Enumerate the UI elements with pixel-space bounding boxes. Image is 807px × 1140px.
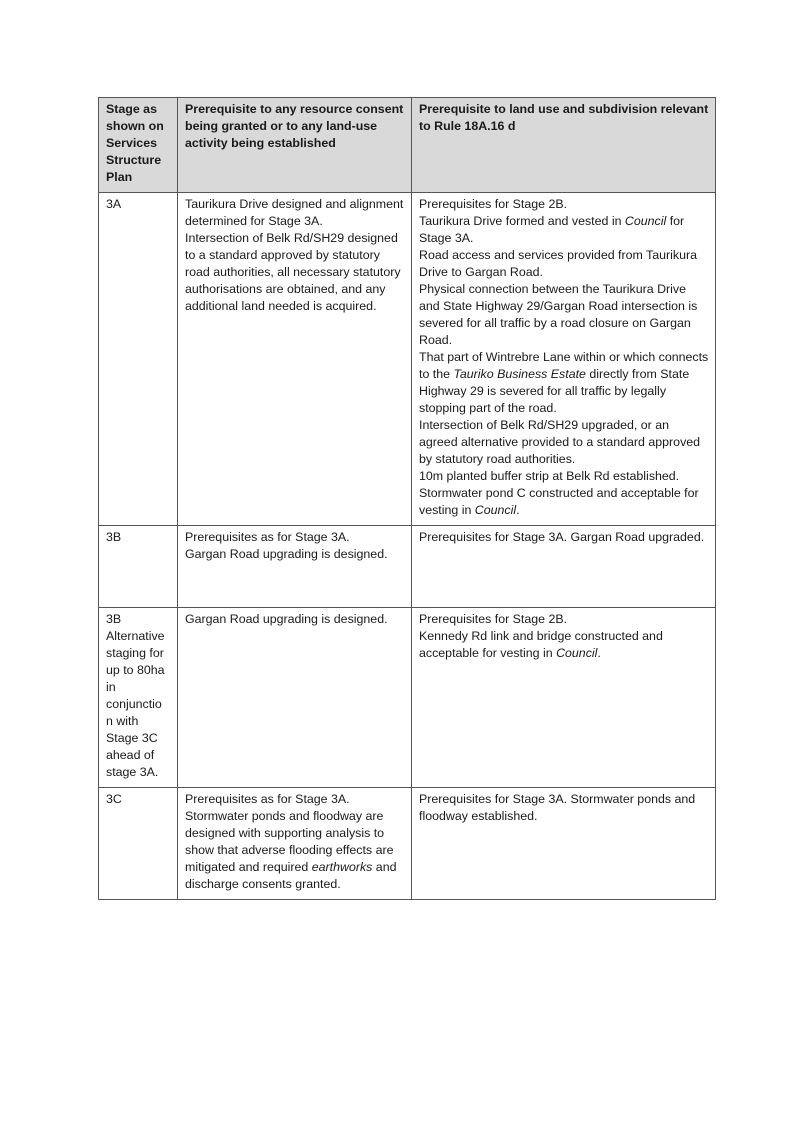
land-use-prerequisite-cell: Prerequisites for Stage 3A. Stormwater ponds and floodway established. [412, 788, 716, 900]
land-use-line: Physical connection between the Taurikura Drive and State Highway 29/Gargan Road intersection is severed for all traffic by a road closure on Gargan Road. [419, 282, 698, 347]
land-use-prerequisite-cell [412, 193, 716, 526]
land-use-line: Intersection of Belk Rd/SH29 upgraded, or an agreed alternative provided to a standard approved by statutory road authorities. [419, 418, 701, 466]
land-use-line: Taurikura Drive formed and vested in Council for Stage 3A. [419, 214, 685, 245]
land-use-prerequisite-cell: Prerequisites for Stage 3A. Gargan Road upgraded. [412, 526, 716, 608]
table-row [99, 193, 716, 526]
resource-line: Intersection of Belk Rd/SH29 designed to a standard approved by statutory road authorities, all necessary statutory authorisations are obtained, and any additional land needed is acquired. [185, 231, 401, 313]
prerequisites-table [98, 97, 716, 900]
header-stage: Stage as shown on Services Structure Plan [99, 98, 178, 193]
stage-cell: 3C [99, 788, 178, 900]
resource-line: Prerequisites as for Stage 3A. [185, 792, 350, 806]
land-use-line: Prerequisites for Stage 2B. [419, 612, 568, 626]
land-use-line: That part of Wintrebre Lane within or which connects to the Tauriko Business Estate directly from State Highway 29 is severed for all traffic by legally stopping part of the road. [419, 350, 709, 415]
land-use-line: Road access and services provided from Taurikura Drive to Gargan Road. [419, 248, 698, 279]
table-row [99, 788, 716, 900]
resource-prerequisite-cell [178, 526, 412, 608]
land-use-prerequisite-cell [412, 608, 716, 788]
stage-cell: 3A [99, 193, 178, 526]
land-use-line: Stormwater pond C constructed and acceptable for vesting in Council. [419, 486, 699, 517]
table-row [99, 526, 716, 608]
resource-prerequisite-cell: Gargan Road upgrading is designed. [178, 608, 412, 788]
resource-line: Gargan Road upgrading is designed. [185, 547, 388, 561]
table-header-row [99, 98, 716, 193]
resource-line: Prerequisites as for Stage 3A. [185, 530, 350, 544]
stage-cell: 3B Alternative staging for up to 80ha in conjunctio n with Stage 3C ahead of stage 3A. [99, 608, 178, 788]
resource-prerequisite-cell [178, 193, 412, 526]
stage-cell: 3B [99, 526, 178, 608]
resource-line: Stormwater ponds and floodway are designed with supporting analysis to show that adverse flooding effects are mitigated and required earthworks and discharge consents granted. [185, 809, 397, 891]
table-row [99, 608, 716, 788]
resource-line: Taurikura Drive designed and alignment determined for Stage 3A. [185, 197, 404, 228]
land-use-line: Prerequisites for Stage 2B. [419, 197, 568, 211]
header-resource-consent-prerequisite: Prerequisite to any resource consent being granted or to any land-use activity being established [178, 98, 412, 193]
header-land-use-prerequisite: Prerequisite to land use and subdivision relevant to Rule 18A.16 d [412, 98, 716, 193]
land-use-line: Kennedy Rd link and bridge constructed and acceptable for vesting in Council. [419, 629, 663, 660]
resource-prerequisite-cell [178, 788, 412, 900]
land-use-line: 10m planted buffer strip at Belk Rd established. [419, 469, 680, 483]
